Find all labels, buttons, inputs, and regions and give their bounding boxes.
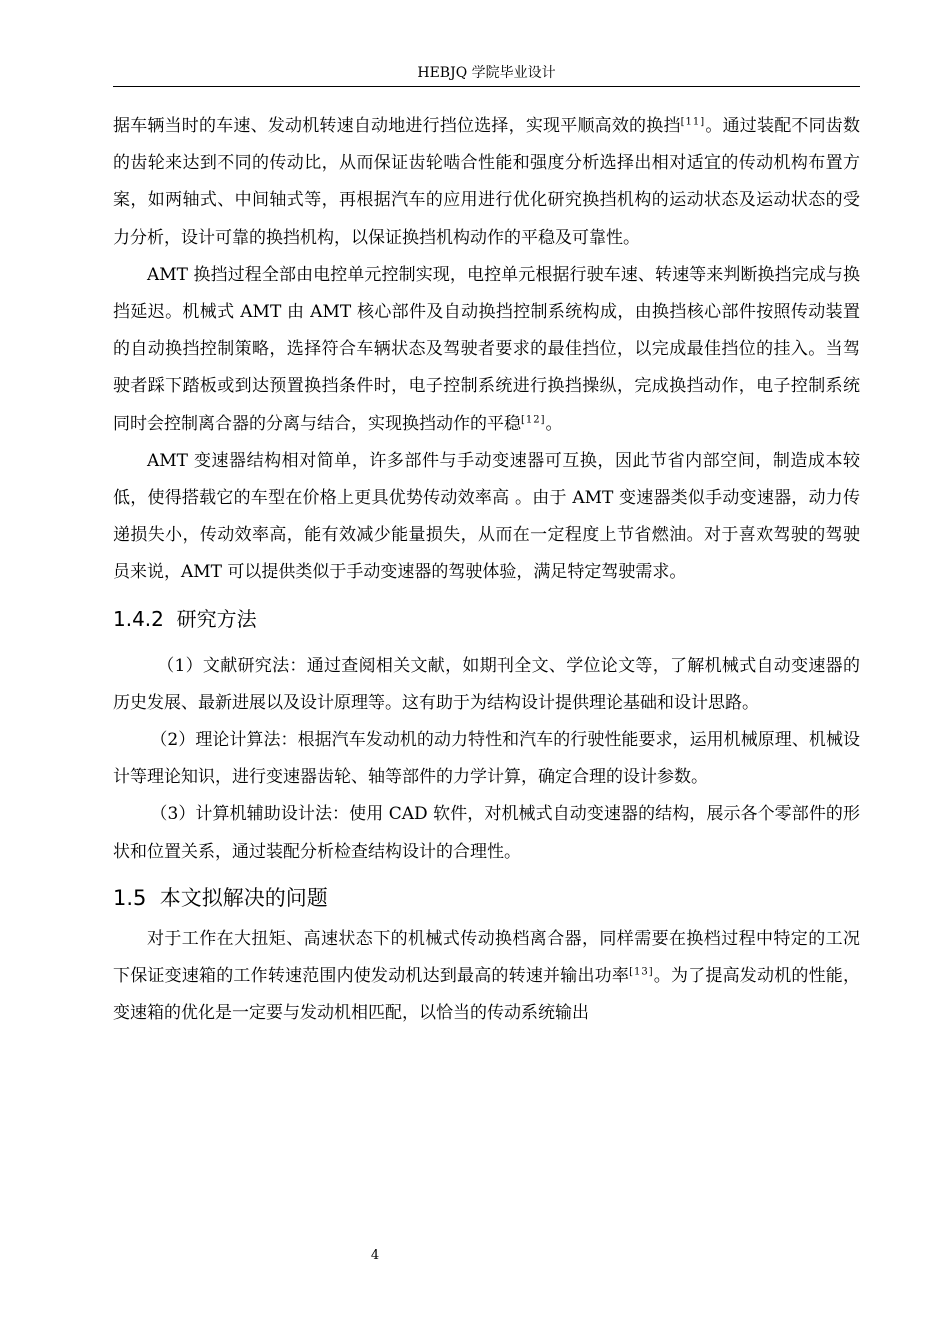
citation: [12] — [521, 413, 546, 425]
paragraph-text: 对于工作在大扭矩、高速状态下的机械式传动换档离合器，同样需要在换档过程中特定的工况下保证变速箱的工作转速范围内使发动机达到最高的转速并输出功率 — [113, 928, 860, 987]
citation: [11] — [680, 116, 706, 128]
paragraph-4 — [113, 921, 860, 1033]
method-item-1: （1）文献研究法：通过查阅相关文献，如期刊全文、学位论文等，了解机械式自动变速器的历史发展、最新进展以及设计原理等。这有助于为结构设计提供理论基础和设计思路。 — [113, 655, 860, 713]
body-content — [113, 108, 860, 1032]
page-header: HEBJQ 学院毕业设计 — [417, 65, 556, 81]
section-number: 1.5 — [113, 885, 147, 910]
paragraph-3: AMT 变速器结构相对简单，许多部件与手动变速器可互换，因此节省内部空间，制造成本较低，使得搭载它的车型在价格上更具优势传动效率高 。由于 AMT 变速器类似手动变速器，动力传递损失小，传动效率高，能有效减少能量损失，从而在一定程度上节省燃油。对于喜欢驾驶的驾驶员来说，AMT 可以提供类似于手动变速器的驾驶体验，满足特定驾驶需求。 — [113, 450, 860, 583]
section-heading-1-4-2 — [113, 604, 860, 634]
header-rule — [113, 86, 860, 87]
section-heading-1-5 — [113, 883, 860, 913]
paragraph-1 — [113, 108, 860, 257]
paragraph-text: 。 — [545, 413, 563, 434]
section-title: 研究方法 — [176, 606, 257, 631]
paragraph-text: AMT 换挡过程全部由电控单元控制实现，电控单元根据行驶车速、转速等来判断换挡完成与换挡延迟。机械式 AMT 由 AMT 核心部件及自动换挡控制系统构成，由换挡核心部件按照传动装置的自动换挡控制策略，选择符合车辆状态及驾驶者要求的最佳挡位，以完成最佳挡位的挂入。当驾驶者踩下踏板或到达预置换挡条件时，电子控制系统进行换挡操纵，完成换挡动作，电子控制系统同时会控制离合器的分离与结合，实现换挡动作的平稳 — [113, 264, 860, 434]
paragraph-text: 据车辆当时的车速、发动机转速自动地进行挡位选择，实现平顺高效的换挡 — [113, 116, 681, 136]
section-title: 本文拟解决的问题 — [159, 885, 328, 910]
paragraph-2 — [113, 257, 860, 443]
section-number: 1.4.2 — [113, 606, 164, 631]
method-item-3: （3）计算机辅助设计法：使用 CAD 软件，对机械式自动变速器的结构，展示各个零部件的形状和位置关系，通过装配分析检查结构设计的合理性。 — [113, 804, 860, 862]
paragraph-text: 。为了提高发动机的性能，变速箱的优化是一定要与发动机相匹配，以恰当的传动系统输出 — [113, 966, 861, 1024]
paragraph-text: 。通过装配不同齿数的齿轮来达到不同的传动比，从而保证齿轮啮合性能和强度分析选择出相对适宜的传动机构布置方案，如两轴式、中间轴式等，再根据汽车的应用进行优化研究换挡机构的运动状态及运动状态的受力分析，设计可靠的换挡机构，以保证换挡机构动作的平稳及可靠性。 — [113, 116, 861, 248]
citation: [13] — [629, 966, 654, 978]
page-number: 4 — [370, 1248, 380, 1263]
method-item-2: （2）理论计算法：根据汽车发动机的动力特性和汽车的行驶性能要求，运用机械原理、机械设计等理论知识，进行变速器齿轮、轴等部件的力学计算，确定合理的设计参数。 — [113, 730, 860, 788]
